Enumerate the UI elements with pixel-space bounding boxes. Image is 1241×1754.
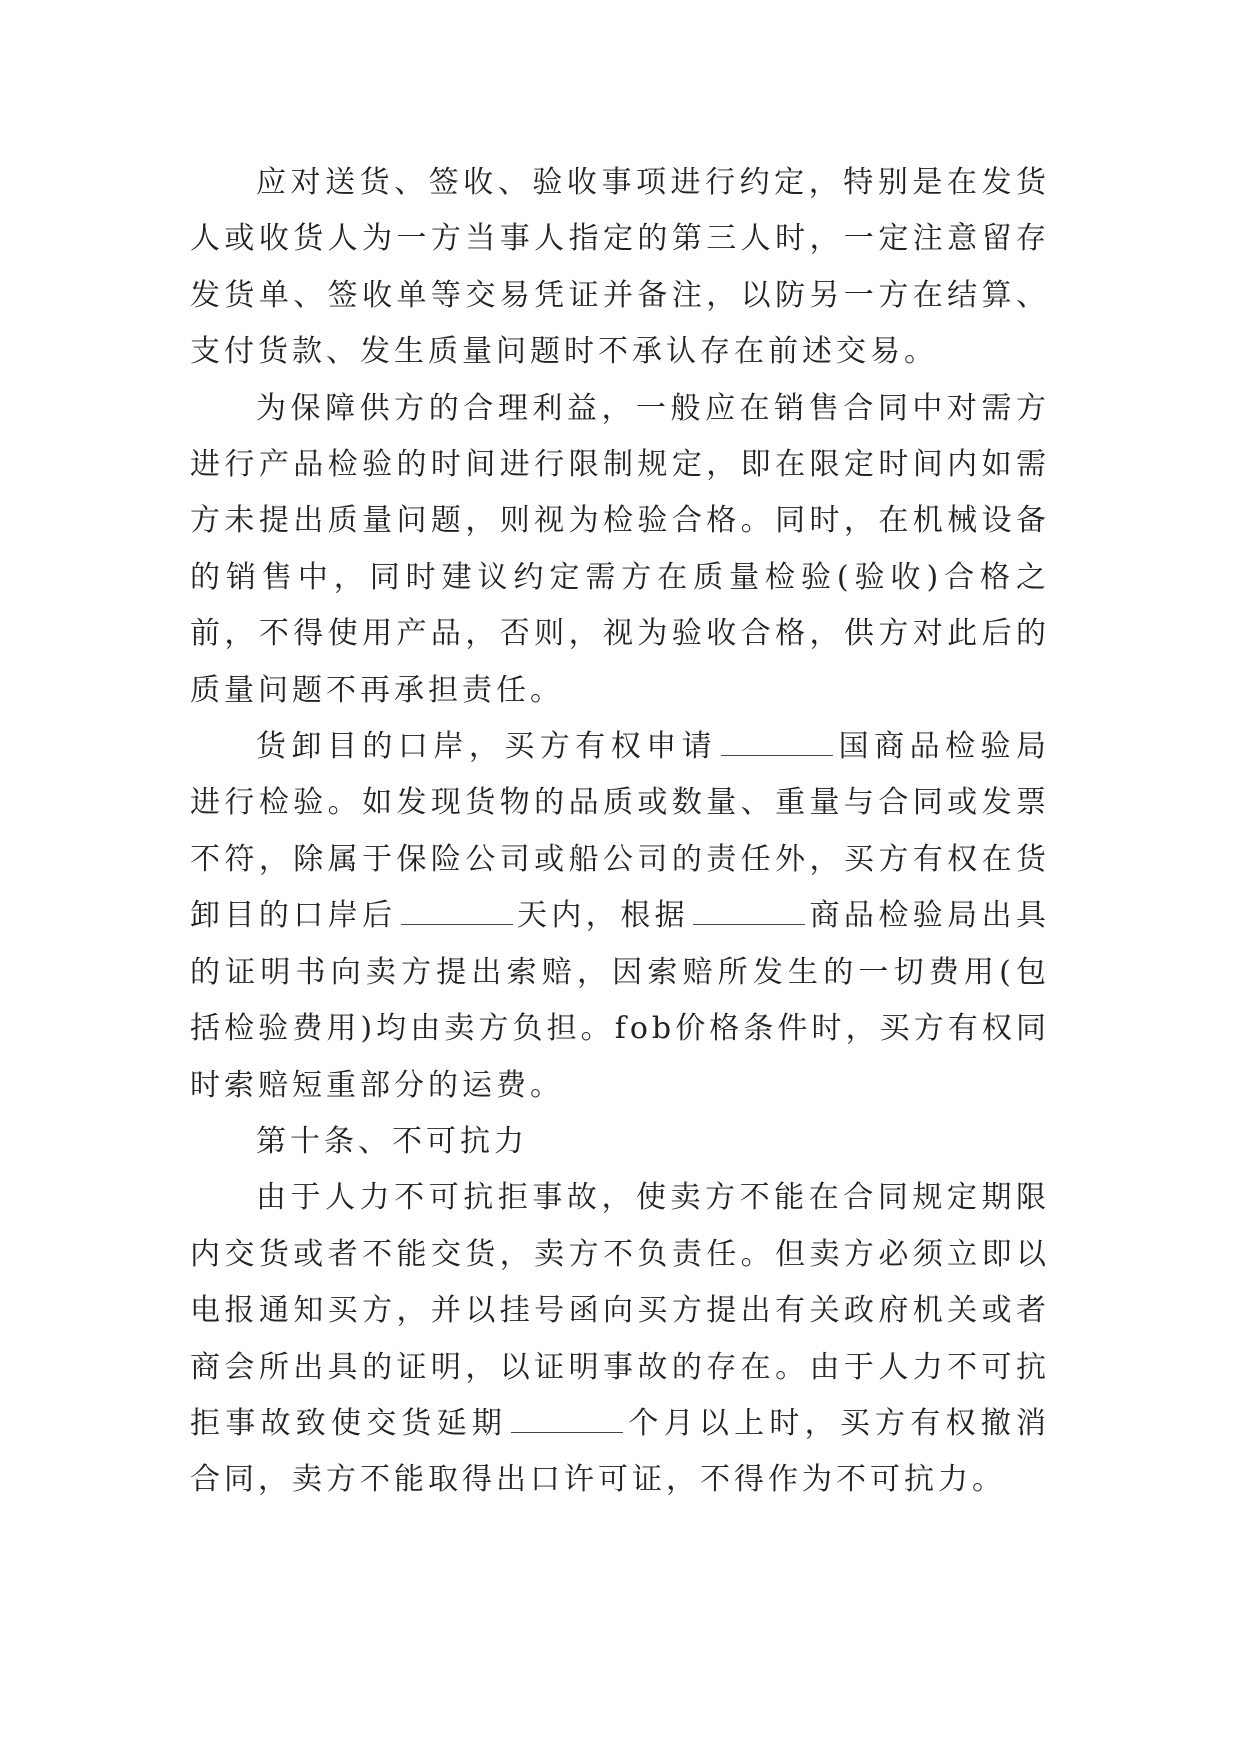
paragraph-claims bbox=[190, 719, 1050, 1114]
paragraph-text: 天内，根据 bbox=[516, 898, 690, 934]
paragraph-text: 货卸目的口岸，买方有权申请 bbox=[256, 729, 718, 765]
paragraph-text: 国商品检验局进行检验。如发现货物的品质或数量、重量与合同或发票不符，除属于保险公司或船公司的责任外，买方有权在货卸目的口岸后 bbox=[190, 729, 1051, 934]
paragraph-force-majeure bbox=[190, 1170, 1050, 1508]
document-page bbox=[190, 155, 1050, 1509]
blank-field bbox=[693, 894, 805, 925]
paragraph-text: 商品检验局出具的证明书向卖方提出索赔，因索赔所发生的一切费用(包括检验费用)均由卖方负担。fob价格条件时，买方有权同时索赔短重部分的运费。 bbox=[190, 898, 1051, 1103]
section-heading-text: 第十条、不可抗力 bbox=[256, 1123, 528, 1159]
paragraph-text: 应对送货、签收、验收事项进行约定，特别是在发货人或收货人为一方当事人指定的第三人时，一定注意留存发货单、签收单等交易凭证并备注，以防另一方在结算、支付货款、发生质量问题时不承认存在前述交易。 bbox=[190, 165, 1050, 370]
paragraph-text: 个月以上时，买方有权撤消合同，卖方不能取得出口许可证，不得作为不可抗力。 bbox=[190, 1405, 1051, 1498]
blank-field bbox=[721, 725, 833, 756]
paragraph-text: 由于人力不可抗拒事故，使卖方不能在合同规定期限内交货或者不能交货，卖方不负责任。但卖方必须立即以电报通知买方，并以挂号函向买方提出有关政府机关或者商会所出具的证明，以证明事故的存在。由于人力不可抗拒事故致使交货延期 bbox=[190, 1180, 1050, 1441]
blank-field bbox=[401, 894, 513, 925]
section-heading-force-majeure bbox=[190, 1114, 1050, 1170]
paragraph-delivery-acceptance bbox=[190, 155, 1050, 381]
blank-field bbox=[511, 1402, 623, 1433]
paragraph-text: 为保障供方的合理利益，一般应在销售合同中对需方进行产品检验的时间进行限制规定，即在限定时间内如需方未提出质量问题，则视为检验合格。同时，在机械设备的销售中，同时建议约定需方在质量检验(验收)合格之前，不得使用产品，否则，视为验收合格，供方对此后的质量问题不再承担责任。 bbox=[190, 390, 1050, 708]
paragraph-inspection-limit bbox=[190, 381, 1050, 719]
